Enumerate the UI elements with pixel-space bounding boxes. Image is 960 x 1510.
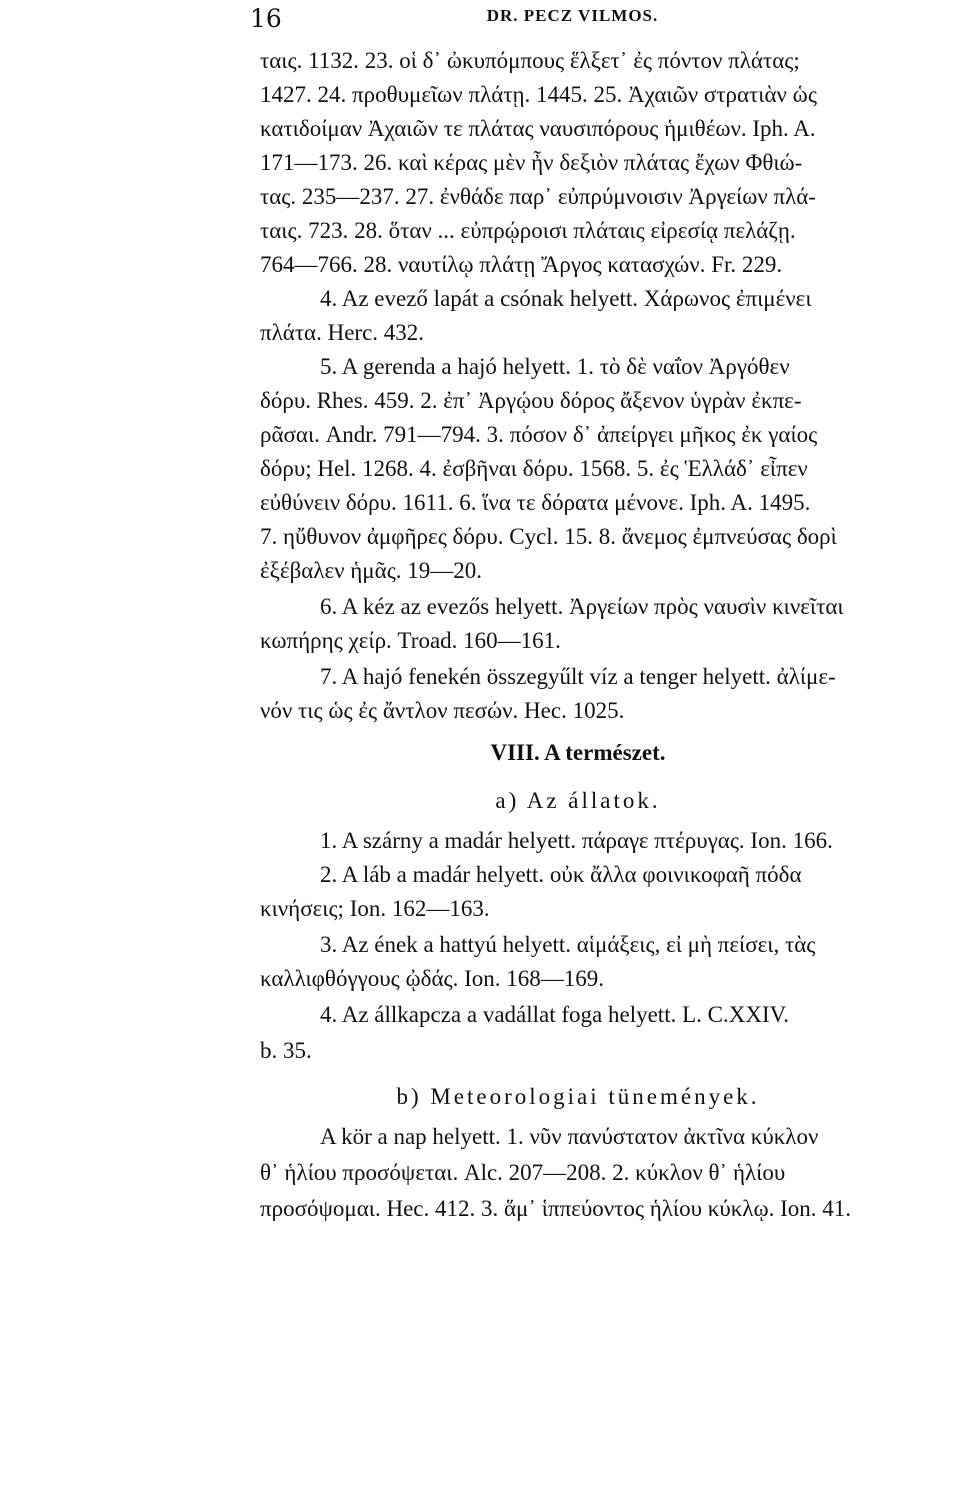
text-line: καλλιφθόγγους ᾠδάς. Ion. 168—169.	[260, 966, 605, 991]
text-line: προσόψομαι. Hec. 412. 3. ἅμ᾽ ἱππεύοντος ἡλίου κύκλῳ. Ion. 41.	[260, 1196, 852, 1221]
text-line: εὐθύνειν δόρυ. 1611. 6. ἵνα τε δόρατα μένονε. Iph. A. 1495.	[260, 490, 811, 515]
text-line: 4. Az állkapcza a vadállat foga helyett. L. C.XXIV.	[320, 1002, 789, 1027]
text-line: 5. A gerenda a hajó helyett. 1. τὸ δὲ ναΐον Ἀργόθεν	[320, 354, 790, 379]
text-line: δόρυ. Rhes. 459. 2. ἐπ᾽ Ἀργῴου δόρος ἄξενον ὑγρὰν ἐκπε-	[260, 388, 802, 413]
text-line: 2. A láb a madár helyett. οὐκ ἄλλα φοινικοφαῆ πόδα	[320, 862, 802, 887]
text-line: κατιδοίμαν Ἀχαιῶν τε πλάτας ναυσιπόρους ἡμιθέων. Iph. A.	[260, 116, 816, 141]
text-line: 1427. 24. προθυμεῖων πλάτῃ. 1445. 25. Ἀχαιῶν στρατιὰν ὡς	[260, 82, 817, 107]
subsection-heading: a) Az állatok.	[495, 788, 661, 813]
text-line: πλάτα. Herc. 432.	[260, 320, 425, 345]
subsection-heading: b) Meteorologiai tünemények.	[396, 1084, 760, 1109]
text-line: θ᾽ ἡλίου προσόψεται. Alc. 207—208. 2. κύκλον θ᾽ ἡλίου	[260, 1160, 786, 1185]
text-line: κωπήρης χείρ. Troad. 160—161.	[260, 628, 561, 653]
text-line: A kör a nap helyett. 1. νῦν πανύστατον ἀκτῖνα κύκλον	[320, 1124, 819, 1149]
section-heading: VIII. A természet.	[490, 740, 666, 765]
text-line: 764—766. 28. ναυτίλῳ πλάτῃ Ἄργος κατασχών. Fr. 229.	[260, 252, 783, 277]
text-line: ταις. 1132. 23. οἱ δ᾽ ὠκυπόμπους ἕλξετ᾽ ἐς πόντον πλάτας;	[260, 48, 800, 73]
text-line: ρᾶσαι. Andr. 791—794. 3. πόσον δ᾽ ἀπείργει μῆκος ἐκ γαίος	[260, 422, 818, 447]
text-line: 3. Az ének a hattyú helyett. αἱμάξεις, εἰ μὴ πείσει, τὰς	[320, 932, 816, 957]
page-number: 16	[250, 4, 282, 33]
text-line: τας. 235—237. 27. ἐνθάδε παρ᾽ εὐπρύμνοισιν Ἀργείων πλά-	[260, 184, 816, 209]
text-line: 1. A szárny a madár helyett. πάραγε πτέρυγας. Ion. 166.	[320, 828, 833, 853]
text-line: δόρυ; Hel. 1268. 4. ἐσβῆναι δόρυ. 1568. 5. ἐς Ἑλλάδ᾽ εἶπεν	[260, 456, 808, 481]
page-header	[250, 0, 895, 33]
text-line: 4. Az evező lapát a csónak helyett. Χάρωνος ἐπιμένει	[320, 286, 812, 311]
text-line: b. 35.	[260, 1038, 312, 1063]
text-line: νόν τις ὡς ἐς ἄντλον πεσών. Hec. 1025.	[260, 698, 625, 723]
text-line: ἐξέβαλεν ἡμᾶς. 19—20.	[260, 558, 483, 583]
text-line: ταις. 723. 28. ὅταν ... εὐπρῴροισι πλάταις εἰρεσίᾳ πελάζῃ.	[260, 218, 796, 243]
running-head: DR. PECZ VILMOS.	[486, 6, 659, 25]
text-line: 171—173. 26. καὶ κέρας μὲν ἦν δεξιὸν πλάτας ἔχων Φθιώ-	[260, 150, 803, 175]
text-line: κινήσεις; Ion. 162—163.	[260, 896, 490, 921]
text-line: 7. ηὔθυνον ἀμφῆρες δόρυ. Cycl. 15. 8. ἄνεμος ἐμπνεύσας δορὶ	[260, 524, 837, 549]
text-line: 7. A hajó fenekén összegyűlt víz a tenger helyett. ἀλίμε-	[320, 664, 836, 689]
text-line: 6. A kéz az evezős helyett. Ἀργείων πρὸς ναυσὶν κινεῖται	[320, 594, 844, 619]
